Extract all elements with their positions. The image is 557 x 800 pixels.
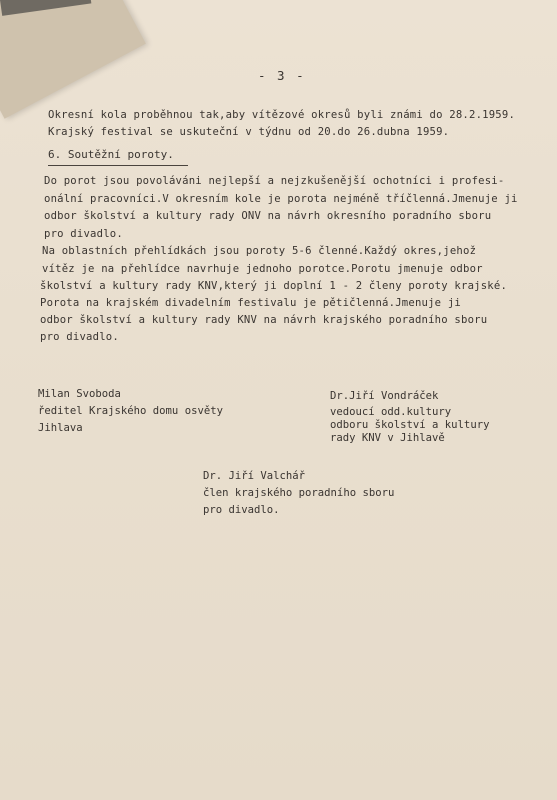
signature-name: Dr. Jiří Valchář (203, 470, 306, 482)
body-line: onální pracovníci.V okresním kole je porota nejméně tříčlenná.Jmenuje ji (44, 193, 518, 205)
signature-center (203, 468, 394, 519)
signature-title: ředitel Krajského domu osvěty (38, 405, 223, 417)
folded-corner (0, 0, 146, 119)
intro-line: Okresní kola proběhnou tak,aby vítězové okresů byli známi do 28.2.1959. (48, 109, 516, 121)
body-line: školství a kultury rady KNV,který ji doplní 1 - 2 členy poroty krajské. (40, 280, 508, 292)
body-line: odbor školství a kultury rady KNV na návrh krajského poradního sboru (40, 314, 488, 326)
signature-left (38, 386, 223, 437)
signature-place: Jihlava (38, 422, 83, 434)
body-line: Porota na krajském divadelním festivalu je pětičlenná.Jmenuje ji (40, 297, 461, 309)
body-line: odbor školství a kultury rady ONV na návrh okresního poradního sboru (44, 210, 492, 222)
signature-name: Milan Svoboda (38, 388, 121, 400)
section-heading: 6. Soutěžní poroty. (48, 148, 174, 161)
body-line: vítěz je na přehlídce navrhuje jednoho porotce.Porotu jmenuje odbor (42, 263, 483, 275)
heading-underline (48, 165, 188, 166)
signature-title: pro divadlo. (203, 504, 280, 516)
signature-name: Dr.Jiří Vondráček (330, 390, 439, 402)
body-line: pro divadlo. (44, 228, 123, 240)
signature-right (330, 390, 489, 445)
signature-title: vedoucí odd.kultury (330, 406, 452, 418)
signature-title: člen krajského poradního sboru (203, 487, 395, 499)
body-line: Do porot jsou povoláváni nejlepší a nejzkušenější ochotníci i profesi- (44, 175, 505, 187)
signature-place: rady KNV v Jihlavě (330, 432, 445, 444)
page-number: - 3 - (258, 68, 306, 83)
body-line: Na oblastních přehlídkách jsou poroty 5-6 členné.Každý okres,jehož (42, 245, 477, 257)
signature-title: odboru školství a kultury (330, 419, 490, 431)
body-line: pro divadlo. (40, 331, 119, 343)
intro-line: Krajský festival se uskuteční v týdnu od 20.do 26.dubna 1959. (48, 126, 450, 138)
